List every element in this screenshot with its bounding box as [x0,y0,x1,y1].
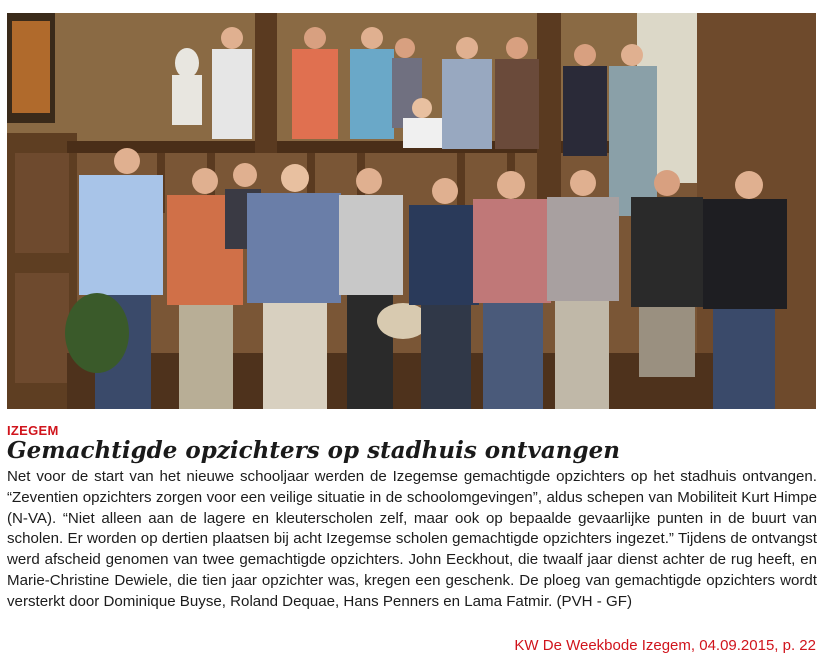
group-photo [7,13,816,409]
article-kicker: IZEGEM [7,423,59,438]
article-headline: Gemachtigde opzichters op stadhuis ontvangen [7,437,620,464]
source-credit: KW De Weekbode Izegem, 04.09.2015, p. 22 [514,637,816,654]
group-photo-illustration [7,13,816,409]
article-body: Net voor de start van het nieuwe schooljaar werden de Izegemse gemachtigde opzichters op het stadhuis ontvangen. “Zeventien opzichters zorgen voor een veilige situatie in de schoolomgevingen”, aldus schepen van Mobiliteit Kurt Himpe (N-VA). “Niet alleen aan de lagere en kleuterscholen zelf, maar ook op bepaalde gevaarlijke punten in de buurt van scholen. Er worden op dertien plaatsen bij acht Izegemse scholen gemachtigde opzichters ingezet.” Tijdens de ontvangst werd afscheid genomen van twee gemachtigde opzichters. John Eeckhout, die twaalf jaar dienst achter de rug heeft, en Marie-Christine Dewiele, die tien jaar opzichter was, kregen een geschenk. De ploeg van gemachtigde opzichters wordt versterkt door Dominique Buyse, Roland Dequae, Hans Penners en Lama Fatmir. (PVH - GF) [7,468,817,610]
